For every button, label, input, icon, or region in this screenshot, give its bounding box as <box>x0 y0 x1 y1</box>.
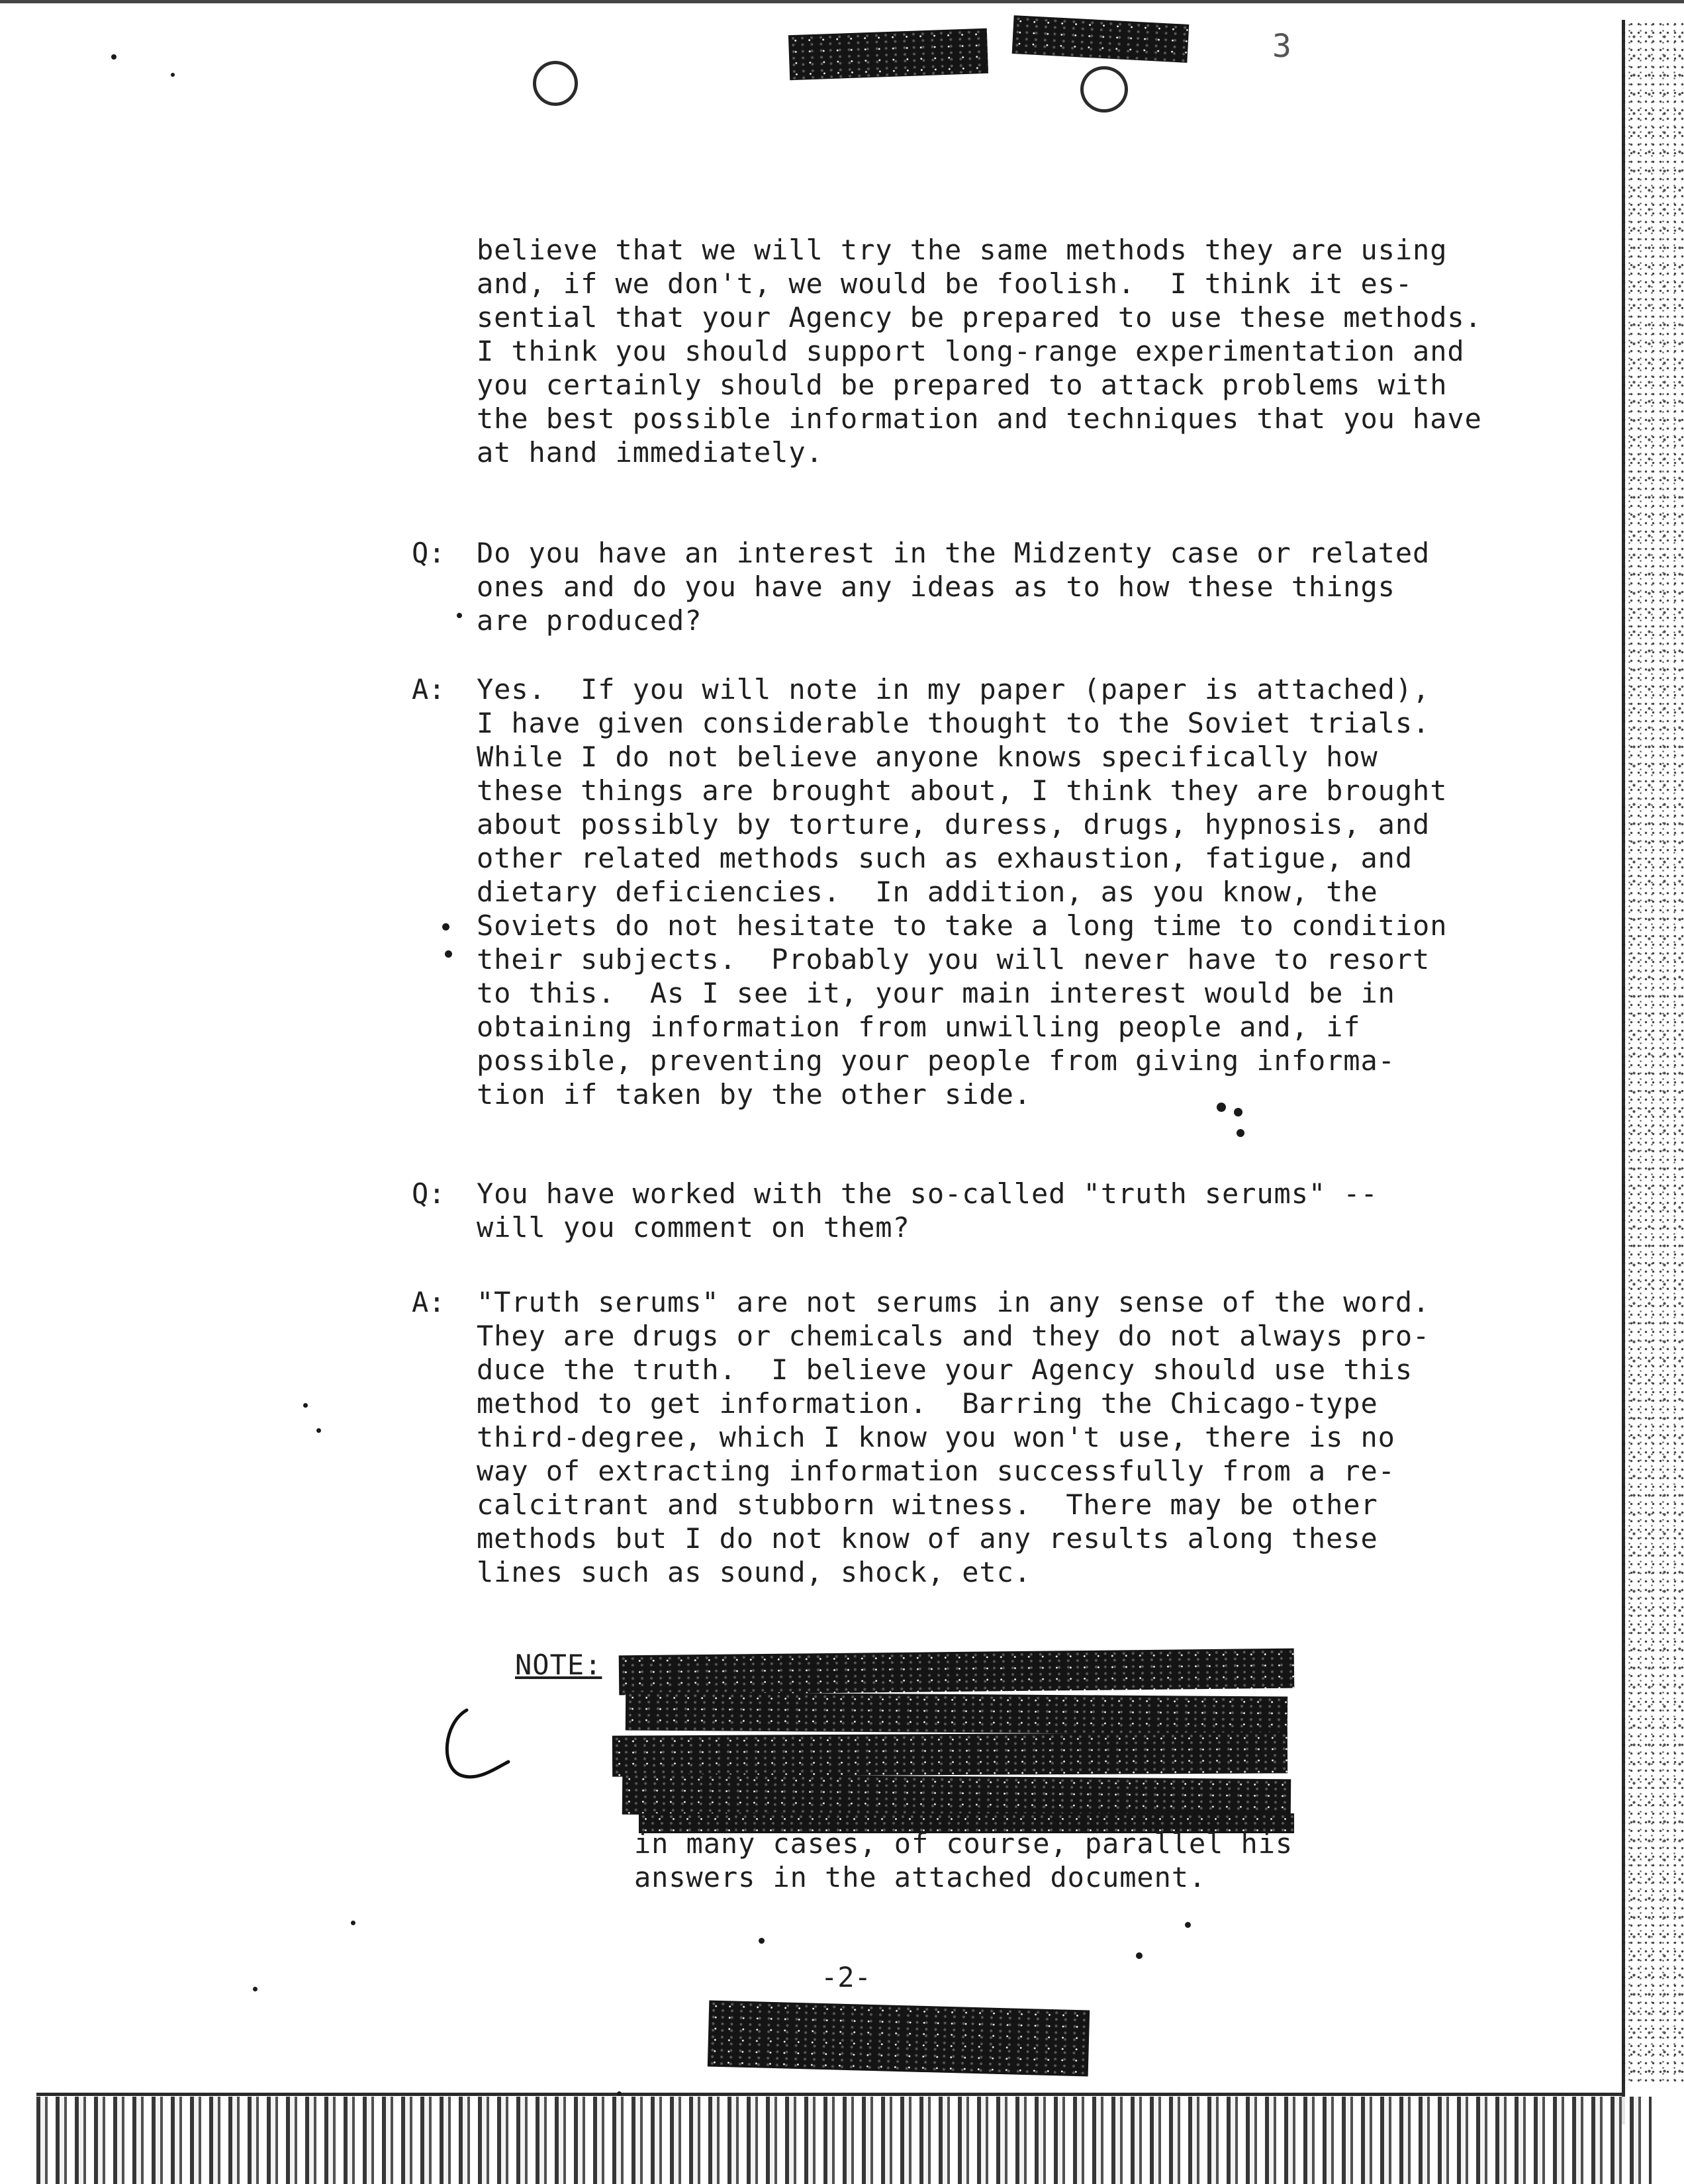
speck <box>1136 1952 1143 1959</box>
speck <box>759 1938 765 1944</box>
answer-text: Yes. If you will note in my paper (paper is attached), I have given considerable thought to the Soviet trials. While I do not believe anyone knows specifically how these things are brought about, I think they are brought about possibly by torture, duress, drugs, hypnosis, and other related methods such as exhaustion, fatigue, and dietary deficiencies. In addition, as you know, the Soviets do not hesitate to take a long time to condition their subjects. Probably you will never have to resort to this. As I see it, your main interest would be in obtaining information from unwilling people and, if possible, preventing your people from giving informa- tion if taken by the other side. <box>477 673 1448 1111</box>
question-label: Q: <box>412 1177 445 1210</box>
note-redaction-line-3 <box>612 1732 1287 1776</box>
speck <box>171 73 175 77</box>
handwritten-c-mark <box>430 1704 516 1790</box>
punch-hole-left <box>533 61 578 106</box>
scan-bottom-edge-noise <box>36 2097 1652 2184</box>
page-number: -2- <box>821 1961 871 1993</box>
header-redaction-left <box>788 28 988 80</box>
speck <box>1234 1108 1242 1116</box>
punch-hole-right <box>1080 66 1128 113</box>
header-redaction-right <box>1012 15 1190 63</box>
scan-right-edge-noise <box>1620 20 1684 2085</box>
speck <box>1237 1129 1244 1137</box>
note-redaction-line-2 <box>626 1692 1287 1735</box>
speck <box>457 613 462 618</box>
speck <box>442 923 449 931</box>
speck <box>351 1921 355 1925</box>
answer-text: "Truth serums" are not serums in any sense of the word. They are drugs or chemicals and they do not always pro- duce the truth. I believe your Agency should use this method to get information. Barring the Chicago-type third-degree, which I know you won't use, there is no way of extracting information successfully from a re- calcitrant and stubborn witness. There may be other methods but I do not know of any results along these lines such as sound, shock, etc. <box>477 1286 1430 1588</box>
scan-top-edge <box>0 0 1684 3</box>
speck <box>111 54 117 60</box>
page-corner-mark: 3 <box>1272 28 1291 65</box>
question-text: Do you have an interest in the Midzenty case or related ones and do you have any ideas as to how these things are produced? <box>477 537 1430 637</box>
speck <box>1217 1103 1226 1112</box>
speck <box>1185 1922 1191 1928</box>
note-label: NOTE: <box>515 1649 602 1681</box>
speck <box>253 1987 257 1991</box>
speck <box>445 950 452 958</box>
answer-label: A: <box>412 673 445 705</box>
speck <box>617 2091 622 2096</box>
speck <box>316 1428 321 1433</box>
question-label: Q: <box>412 537 445 569</box>
continuation-paragraph: believe that we will try the same methods they are using and, if we don't, we would be foolish. I think it es- sential that your Agency be prepared to use these methods. I think you should support long-range experimentation and you certainly should be prepared to attack problems with the best possible information and techniques that you have at hand immediately. <box>477 234 1482 469</box>
note-redaction-line-1 <box>619 1649 1295 1696</box>
footer-classification-redaction <box>708 2000 1090 2076</box>
scan-bottom-edge-line <box>36 2093 1625 2096</box>
question-text: You have worked with the so-called "truth serums" -- will you comment on them? <box>477 1177 1378 1244</box>
answer-label: A: <box>412 1286 445 1318</box>
note-text: in many cases, of course, parallel his answers in the attached document. <box>634 1827 1293 1893</box>
speck <box>303 1403 308 1408</box>
